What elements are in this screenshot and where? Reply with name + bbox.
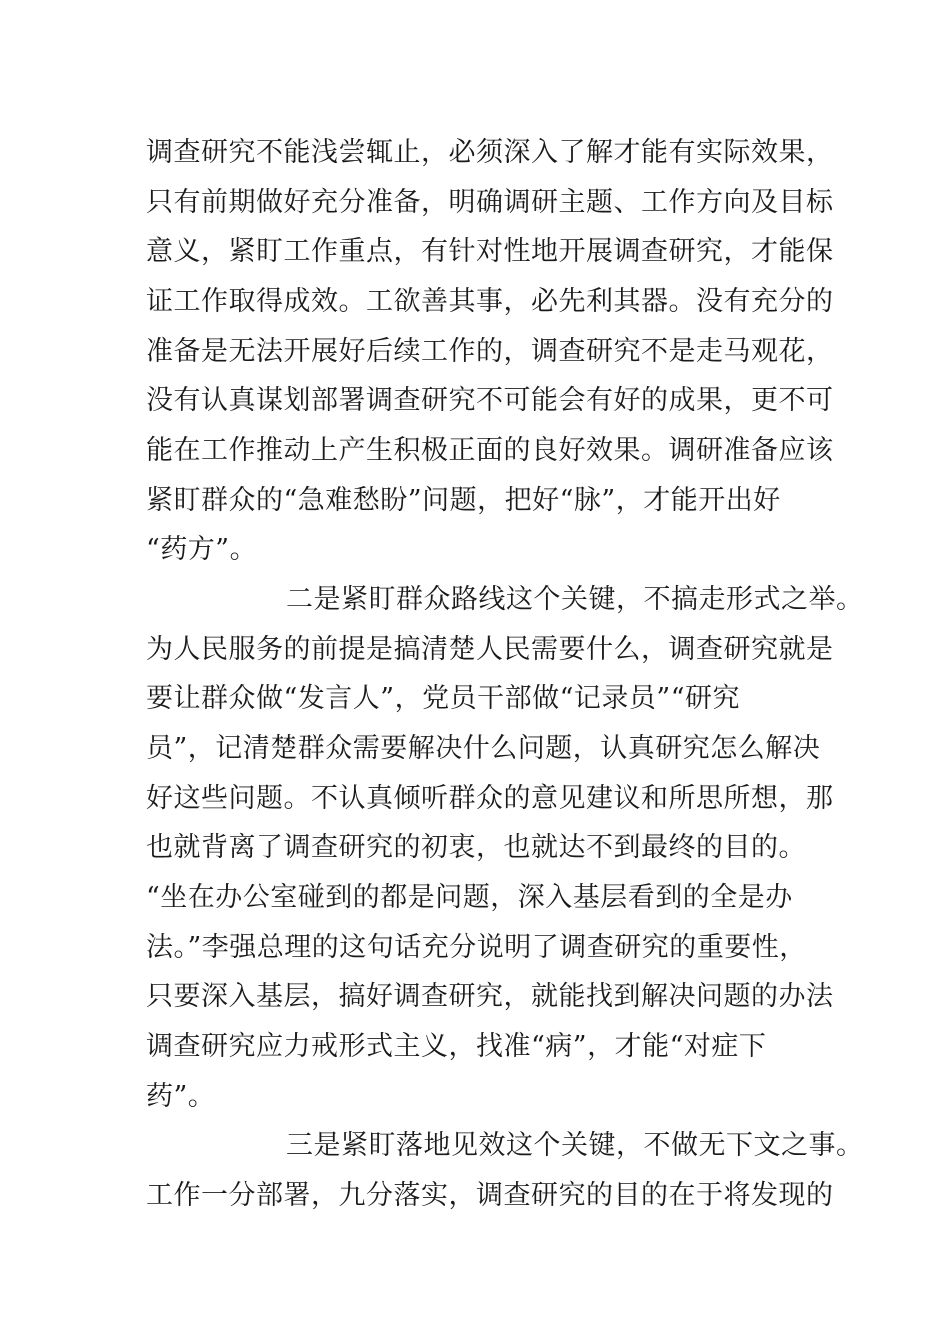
body-text-line: 只有前期做好充分准备，明确调研主题、工作方向及目标 [146, 187, 834, 218]
body-text-line: 员”，记清楚群众需要解决什么问题，认真研究怎么解决 [146, 733, 821, 764]
body-text-line: 意义，紧盯工作重点，有针对性地开展调查研究，才能保 [146, 236, 834, 267]
body-text-line: 调查研究不能浅尝辄止，必须深入了解才能有实际效果， [146, 137, 834, 168]
body-text-line: 工作一分部署，九分落实，调查研究的目的在于将发现的 [146, 1180, 834, 1211]
body-text-line: “药方”。 [146, 534, 258, 565]
body-text-line: 好这些问题。不认真倾听群众的意见建议和所思所想，那 [146, 783, 834, 814]
body-text-line: 只要深入基层，搞好调查研究，就能找到解决问题的办法 [146, 981, 834, 1012]
section-heading-line: 三是紧盯落地见效这个关键，不做无下文之事。 [286, 1130, 864, 1161]
body-text-line: 准备是无法开展好后续工作的，调查研究不是走马观花， [146, 336, 834, 367]
section-heading-line: 二是紧盯群众路线这个关键，不搞走形式之举。 [286, 584, 864, 615]
body-text-line: 调查研究应力戒形式主义，找准“病”，才能“对症下 [146, 1031, 767, 1062]
body-text-line: 能在工作推动上产生积极正面的良好效果。调研准备应该 [146, 435, 834, 466]
body-text-line: 紧盯群众的“急难愁盼”问题，把好“脉”，才能开出好 [146, 485, 781, 516]
body-text-line: 证工作取得成效。工欲善其事，必先利其器。没有充分的 [146, 286, 834, 317]
body-text-line: 法。”李强总理的这句话充分说明了调查研究的重要性， [146, 932, 807, 963]
body-text-line: 为人民服务的前提是搞清楚人民需要什么，调查研究就是 [146, 634, 834, 665]
body-text-line: 没有认真谋划部署调查研究不可能会有好的成果，更不可 [146, 385, 834, 416]
body-text-line: 药”。 [146, 1081, 216, 1112]
body-text-line: “坐在办公室碰到的都是问题，深入基层看到的全是办 [146, 882, 793, 913]
body-text-line: 也就背离了调查研究的初衷，也就达不到最终的目的。 [146, 832, 806, 863]
body-text-line: 要让群众做“发言人”，党员干部做“记录员”“研究 [146, 683, 741, 714]
